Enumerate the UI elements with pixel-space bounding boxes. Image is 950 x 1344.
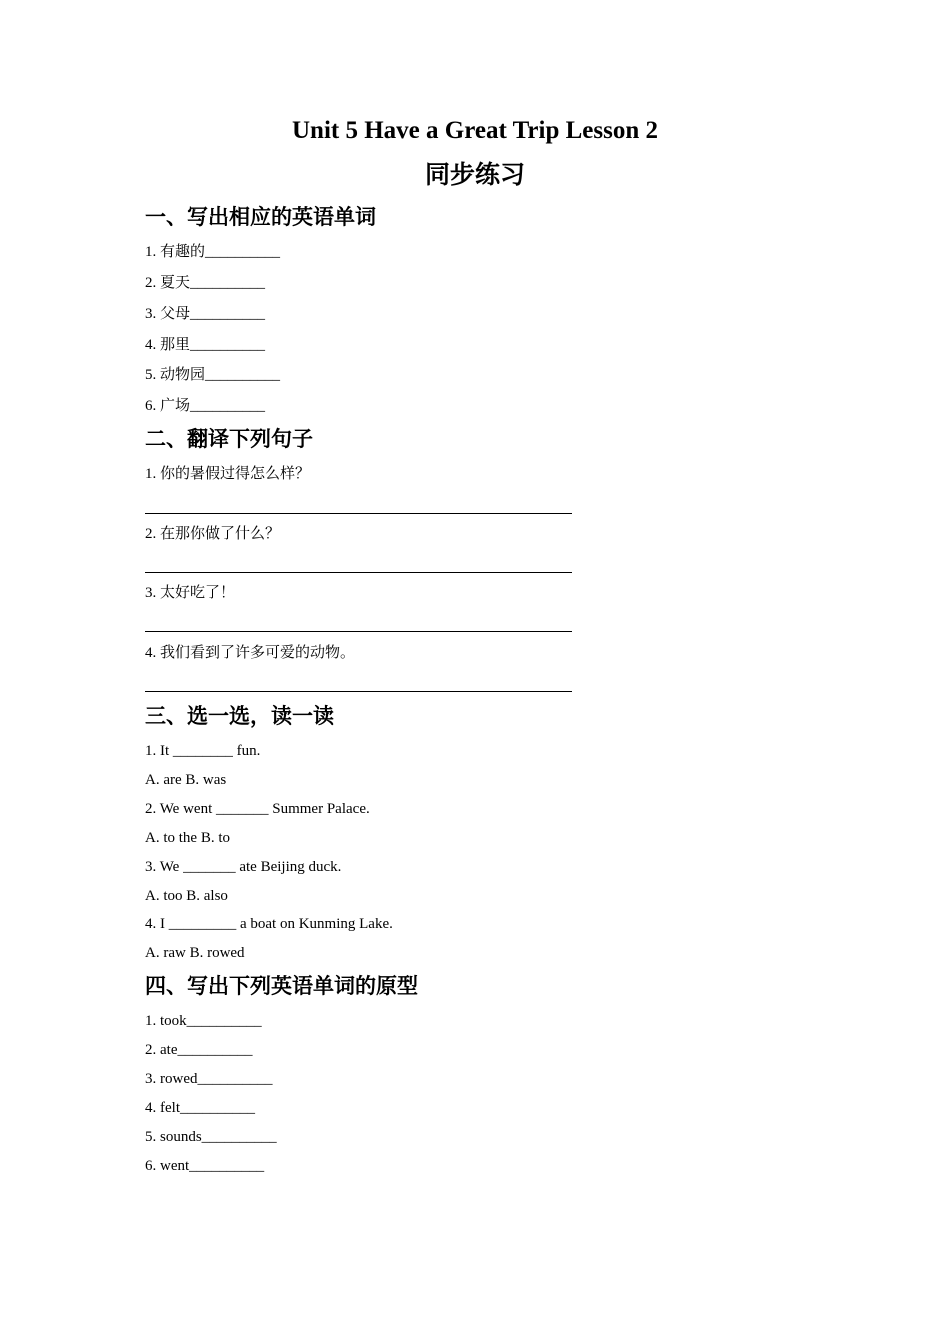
section4-heading: 四、写出下列英语单词的原型 <box>145 974 418 998</box>
page-title: Unit 5 Have a Great Trip Lesson 2 <box>292 117 658 144</box>
question-text: 1. It ________ fun. <box>145 743 261 759</box>
section2-item: 4. 我们看到了许多可爱的动物。 <box>145 645 356 661</box>
section4-item: 3. rowed__________ <box>145 1071 273 1087</box>
question-text: 3. We _______ ate Beijing duck. <box>145 859 342 875</box>
section1-heading: 一、写出相应的英语单词 <box>145 205 376 229</box>
section2-item: 2. 在那你做了什么？ <box>145 526 281 542</box>
question-options: A. to the B. to <box>145 830 230 846</box>
section1-item: 2. 夏天__________ <box>145 275 266 291</box>
section4-item: 6. went__________ <box>145 1158 265 1174</box>
section3-heading: 三、选一选，读一读 <box>145 704 334 728</box>
question-options: A. too B. also <box>145 888 228 904</box>
section1-item: 6. 广场__________ <box>145 398 266 414</box>
answer-line <box>145 631 572 632</box>
section2-heading: 二、翻译下列句子 <box>145 427 313 451</box>
section4-item: 5. sounds__________ <box>145 1129 277 1145</box>
section1-item: 1. 有趣的__________ <box>145 244 281 260</box>
section4-item: 2. ate__________ <box>145 1042 253 1058</box>
page-subtitle: 同步练习 <box>424 160 525 189</box>
section1-item: 5. 动物园__________ <box>145 367 281 383</box>
section2-item: 3. 太好吃了！ <box>145 585 236 601</box>
section1-item: 3. 父母__________ <box>145 306 266 322</box>
section4-item: 1. took__________ <box>145 1013 262 1029</box>
question-text: 2. We went _______ Summer Palace. <box>145 801 370 817</box>
answer-line <box>145 513 572 514</box>
question-options: A. raw B. rowed <box>145 945 245 961</box>
section4-item: 4. felt__________ <box>145 1100 255 1116</box>
answer-line <box>145 691 572 692</box>
section2-item: 1. 你的暑假过得怎么样？ <box>145 466 311 482</box>
section1-item: 4. 那里__________ <box>145 337 266 353</box>
answer-line <box>145 572 572 573</box>
question-options: A. are B. was <box>145 772 227 788</box>
question-text: 4. I _________ a boat on Kunming Lake. <box>145 916 393 932</box>
